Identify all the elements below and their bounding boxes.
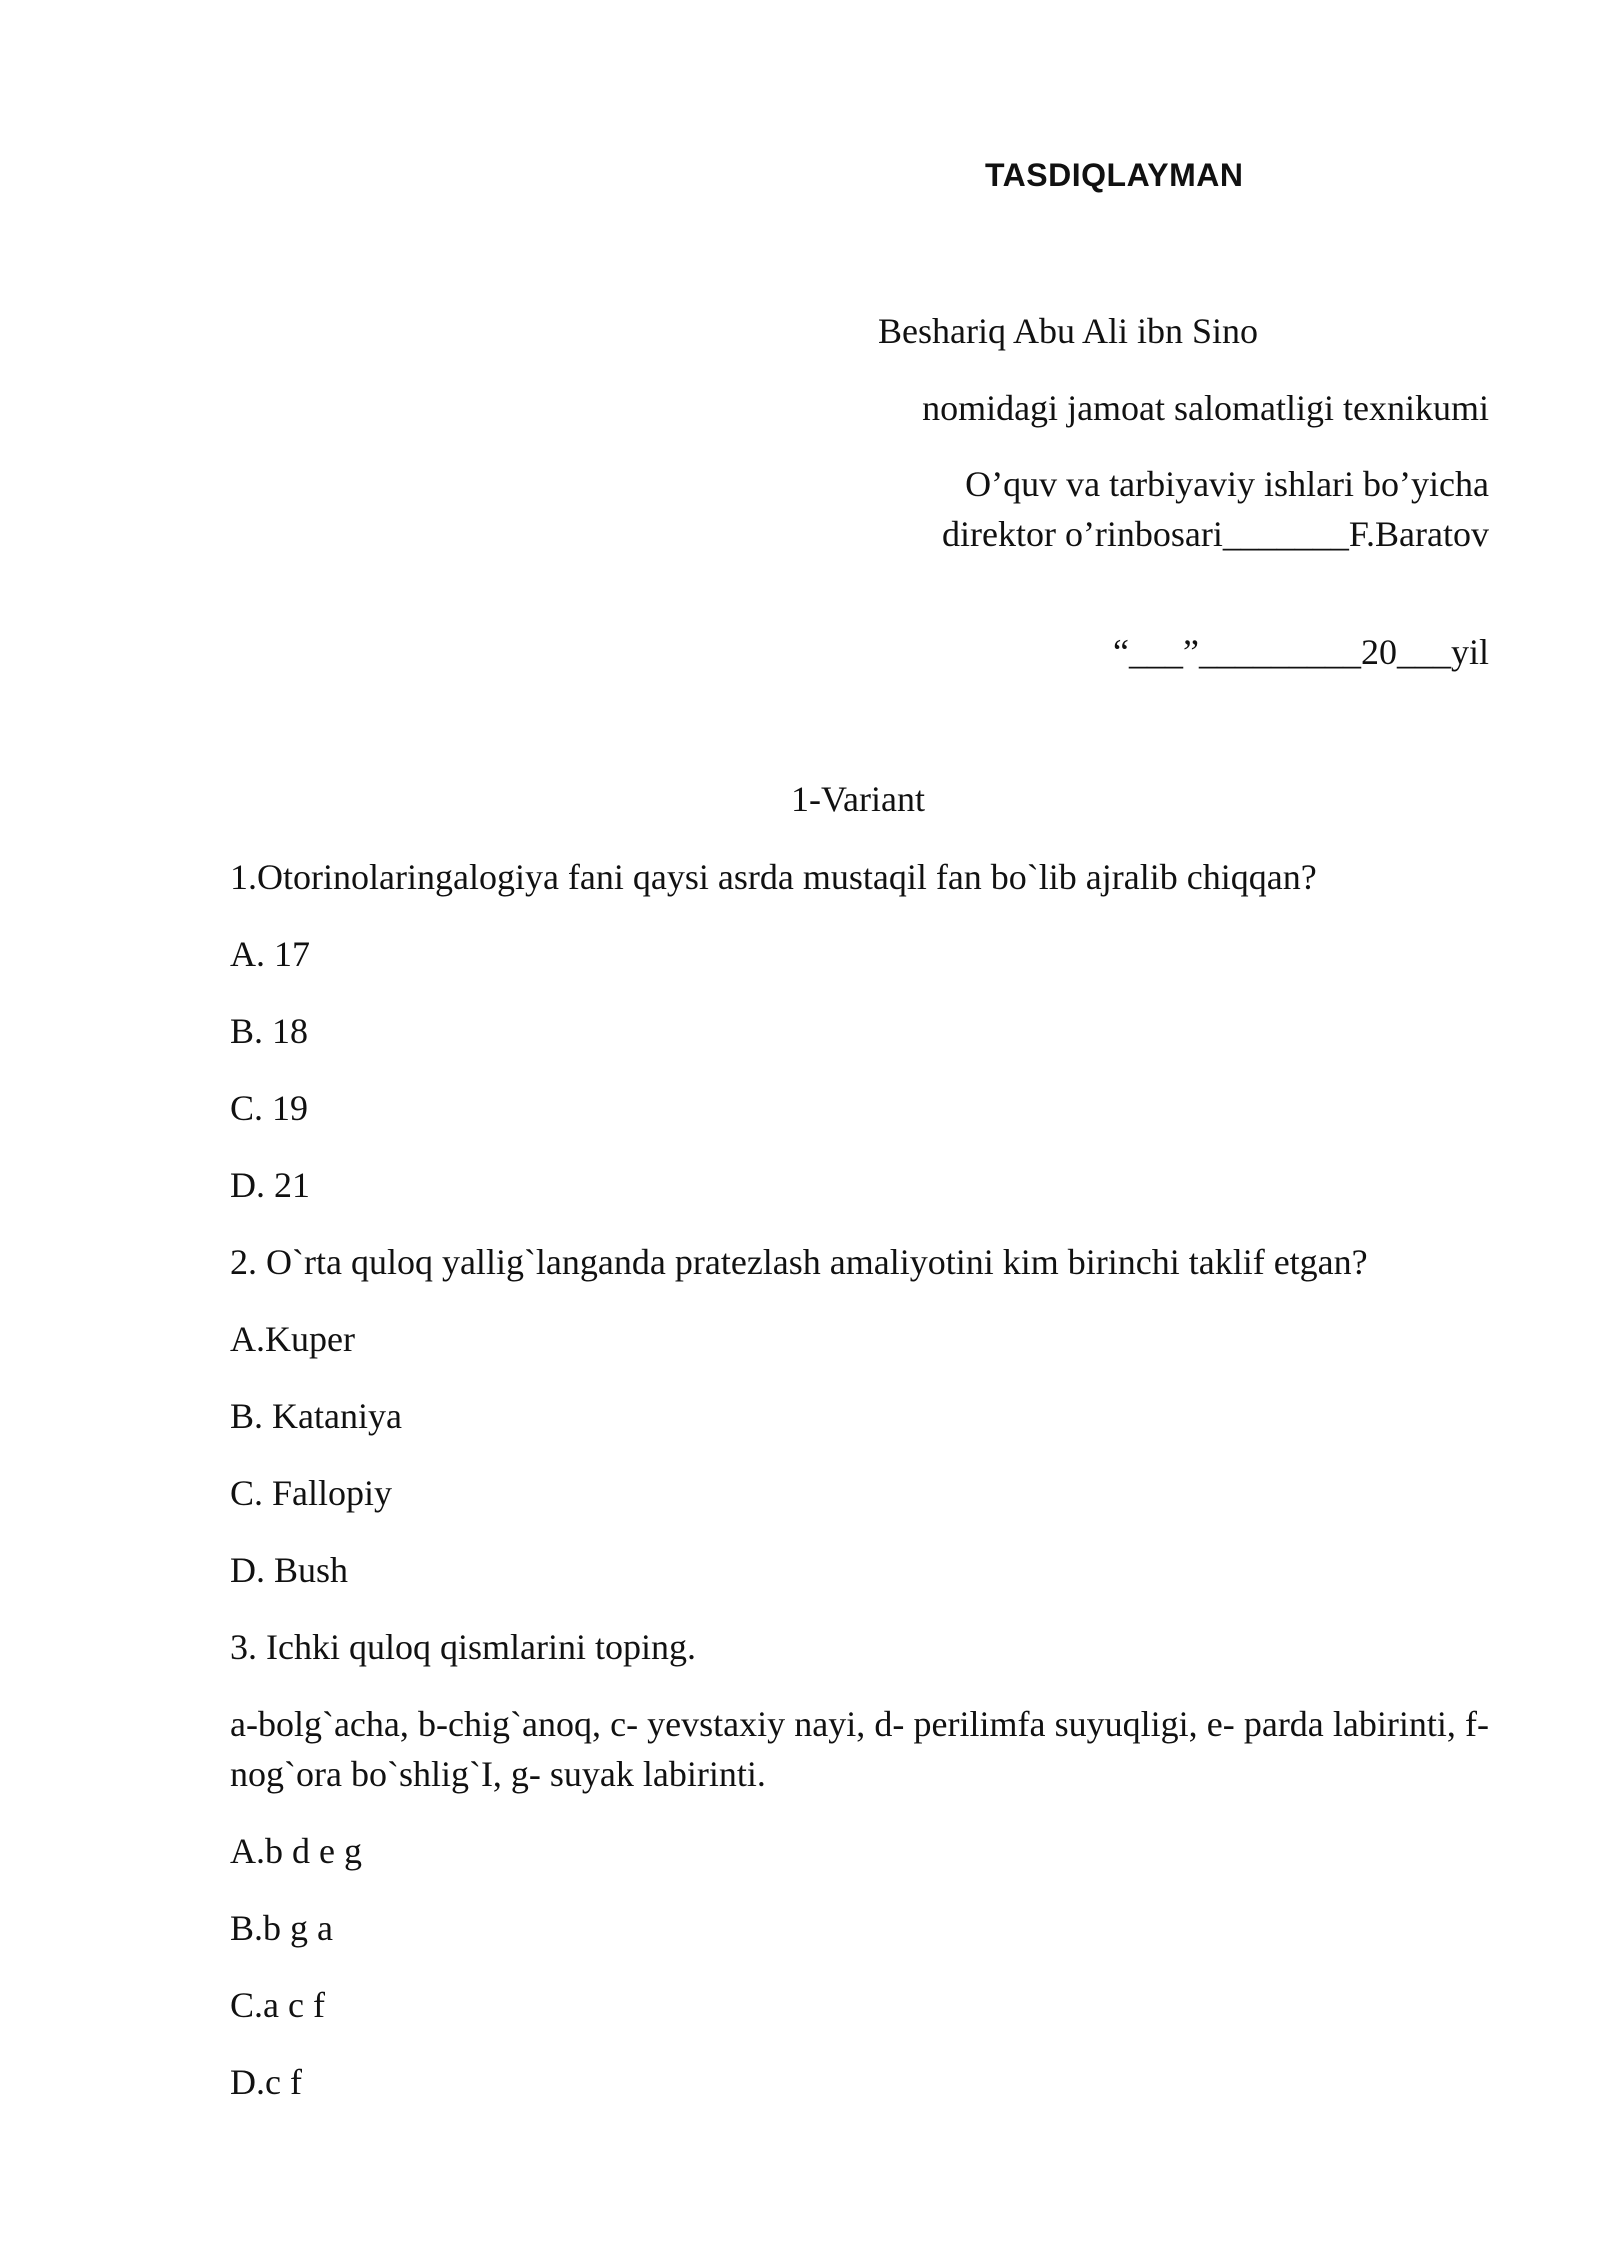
question-1-option-c: C. 19 xyxy=(230,1088,309,1128)
question-2-text: 2. O`rta quloq yallig`langanda pratezlash amaliyotini kim birinchi taklif etgan? xyxy=(230,1242,1368,1282)
approval-block xyxy=(869,306,1489,677)
position-line-2: direktor o’rinbosari_______F.Baratov xyxy=(941,514,1489,554)
question-1-option-d: D. 21 xyxy=(230,1165,310,1205)
question-2-option-a: A.Kuper xyxy=(230,1319,355,1359)
position-line-1: O’quv va tarbiyaviy ishlari bo’yicha xyxy=(965,464,1489,504)
question-3-option-d: D.c f xyxy=(230,2062,302,2102)
question-2-option-c: C. Fallopiy xyxy=(230,1473,393,1513)
question-3-option-a: A.b d e g xyxy=(230,1831,362,1871)
question-1-text: 1.Otorinolaringalogiya fani qaysi asrda mustaqil fan bo`lib ajralib chiqqan? xyxy=(230,857,1317,897)
questions-list xyxy=(230,852,1489,2134)
institution-line-1: Beshariq Abu Ali ibn Sino xyxy=(878,311,1259,351)
question-3-text: 3. Ichki quloq qismlarini toping. xyxy=(230,1627,696,1667)
question-1-option-a: A. 17 xyxy=(230,934,310,974)
question-2-option-b: B. Kataniya xyxy=(230,1396,402,1436)
variant-title: 1-Variant xyxy=(791,779,925,819)
approval-title: TASDIQLAYMAN xyxy=(985,157,1244,193)
date-line: “___”_________20___yil xyxy=(1113,632,1489,672)
question-2-option-d: D. Bush xyxy=(230,1550,349,1590)
question-3-detail: a-bolg`acha, b-chig`anoq, c- yevstaxiy nayi, d- perilimfa suyuqligi, e- parda labirinti, f- nog`ora bo`shlig`I, g- suyak labirinti. xyxy=(230,1704,1489,1794)
question-1-option-b: B. 18 xyxy=(230,1011,309,1051)
question-3-option-c: C.a c f xyxy=(230,1985,325,2025)
question-3-option-b: B.b g a xyxy=(230,1908,333,1948)
institution-line-2: nomidagi jamoat salomatligi texnikumi xyxy=(922,388,1489,428)
